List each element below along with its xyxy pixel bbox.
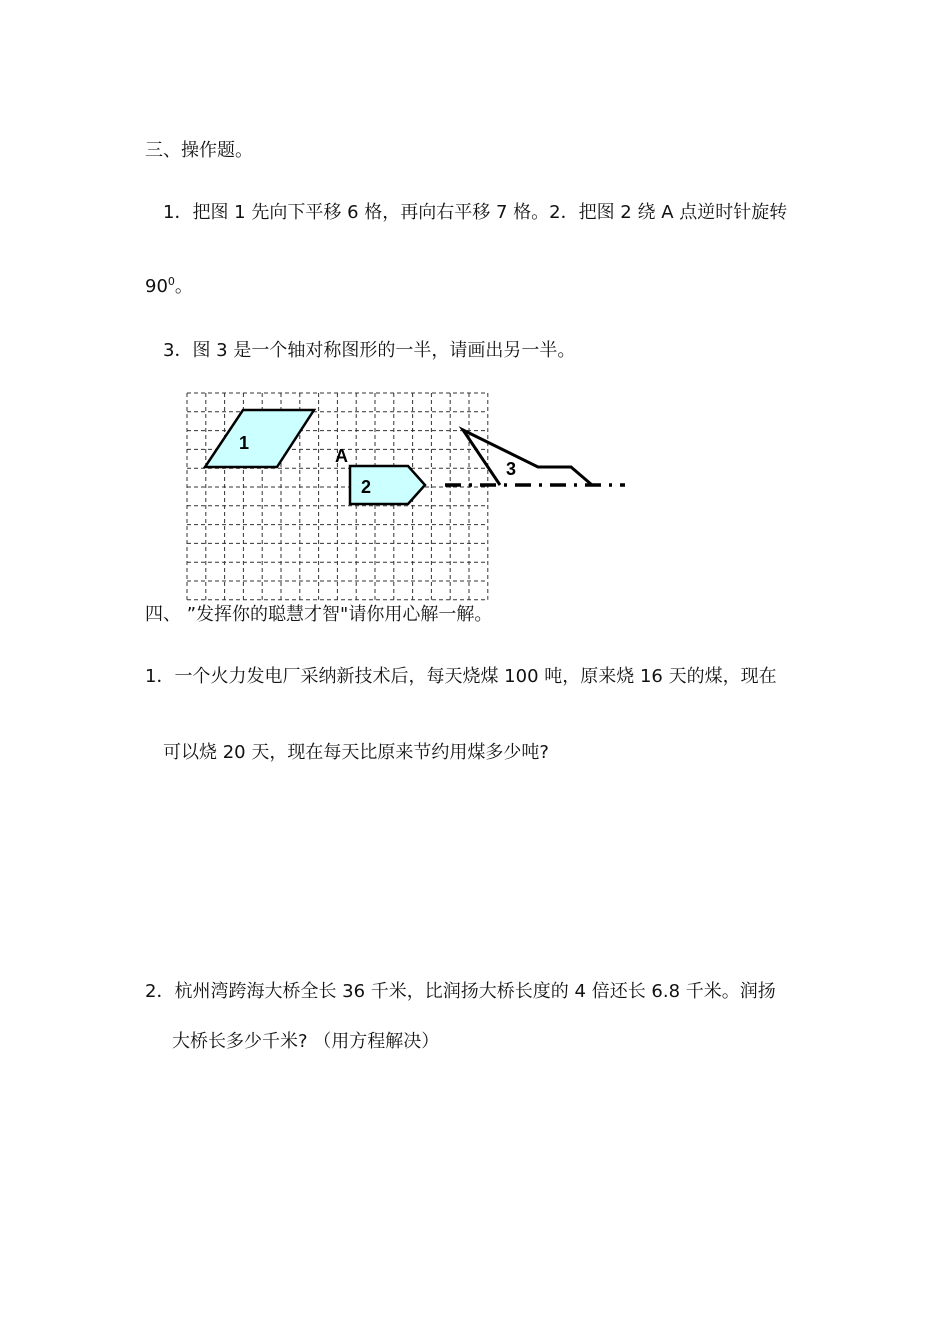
sentence-end: 。 [174, 276, 193, 297]
dashed-grid [187, 393, 488, 600]
section-4-heading: 四、 ”发挥你的聪慧才智"请你用心解一解。 [145, 604, 493, 625]
section-3-heading: 三、操作题。 [145, 140, 253, 161]
rotation-angle-value: 90 [145, 276, 168, 297]
question-3: 3．图 3 是一个轴对称图形的一半，请画出另一半。 [163, 340, 576, 361]
problem-1-line-1: 1．一个火力发电厂采纳新技术后，每天烧煤 100 吨，原来烧 16 天的煤，现在 [145, 666, 777, 687]
shape-3-label: 3 [506, 459, 517, 479]
problem-2-line-2: 大桥长多少千米? （用方程解决） [172, 1031, 440, 1052]
question-1-2-line-1: 1．把图 1 先向下平移 6 格，再向右平移 7 格。2．把图 2 绕 A 点逆时针旋转 [163, 202, 788, 223]
shape-2-label: 2 [361, 477, 372, 497]
degree-superscript: 0 [167, 275, 175, 288]
shape-1-parallelogram [205, 410, 314, 467]
shape-3-half-outline [463, 430, 592, 485]
shape-1-label: 1 [239, 433, 250, 453]
problem-2-line-1: 2．杭州湾跨海大桥全长 36 千米，比润扬大桥长度的 4 倍还长 6.8 千米。润扬 [145, 981, 776, 1002]
problem-1-line-2: 可以烧 20 天，现在每天比原来节约用煤多少吨? [163, 742, 549, 763]
point-a-label: A [335, 446, 348, 466]
